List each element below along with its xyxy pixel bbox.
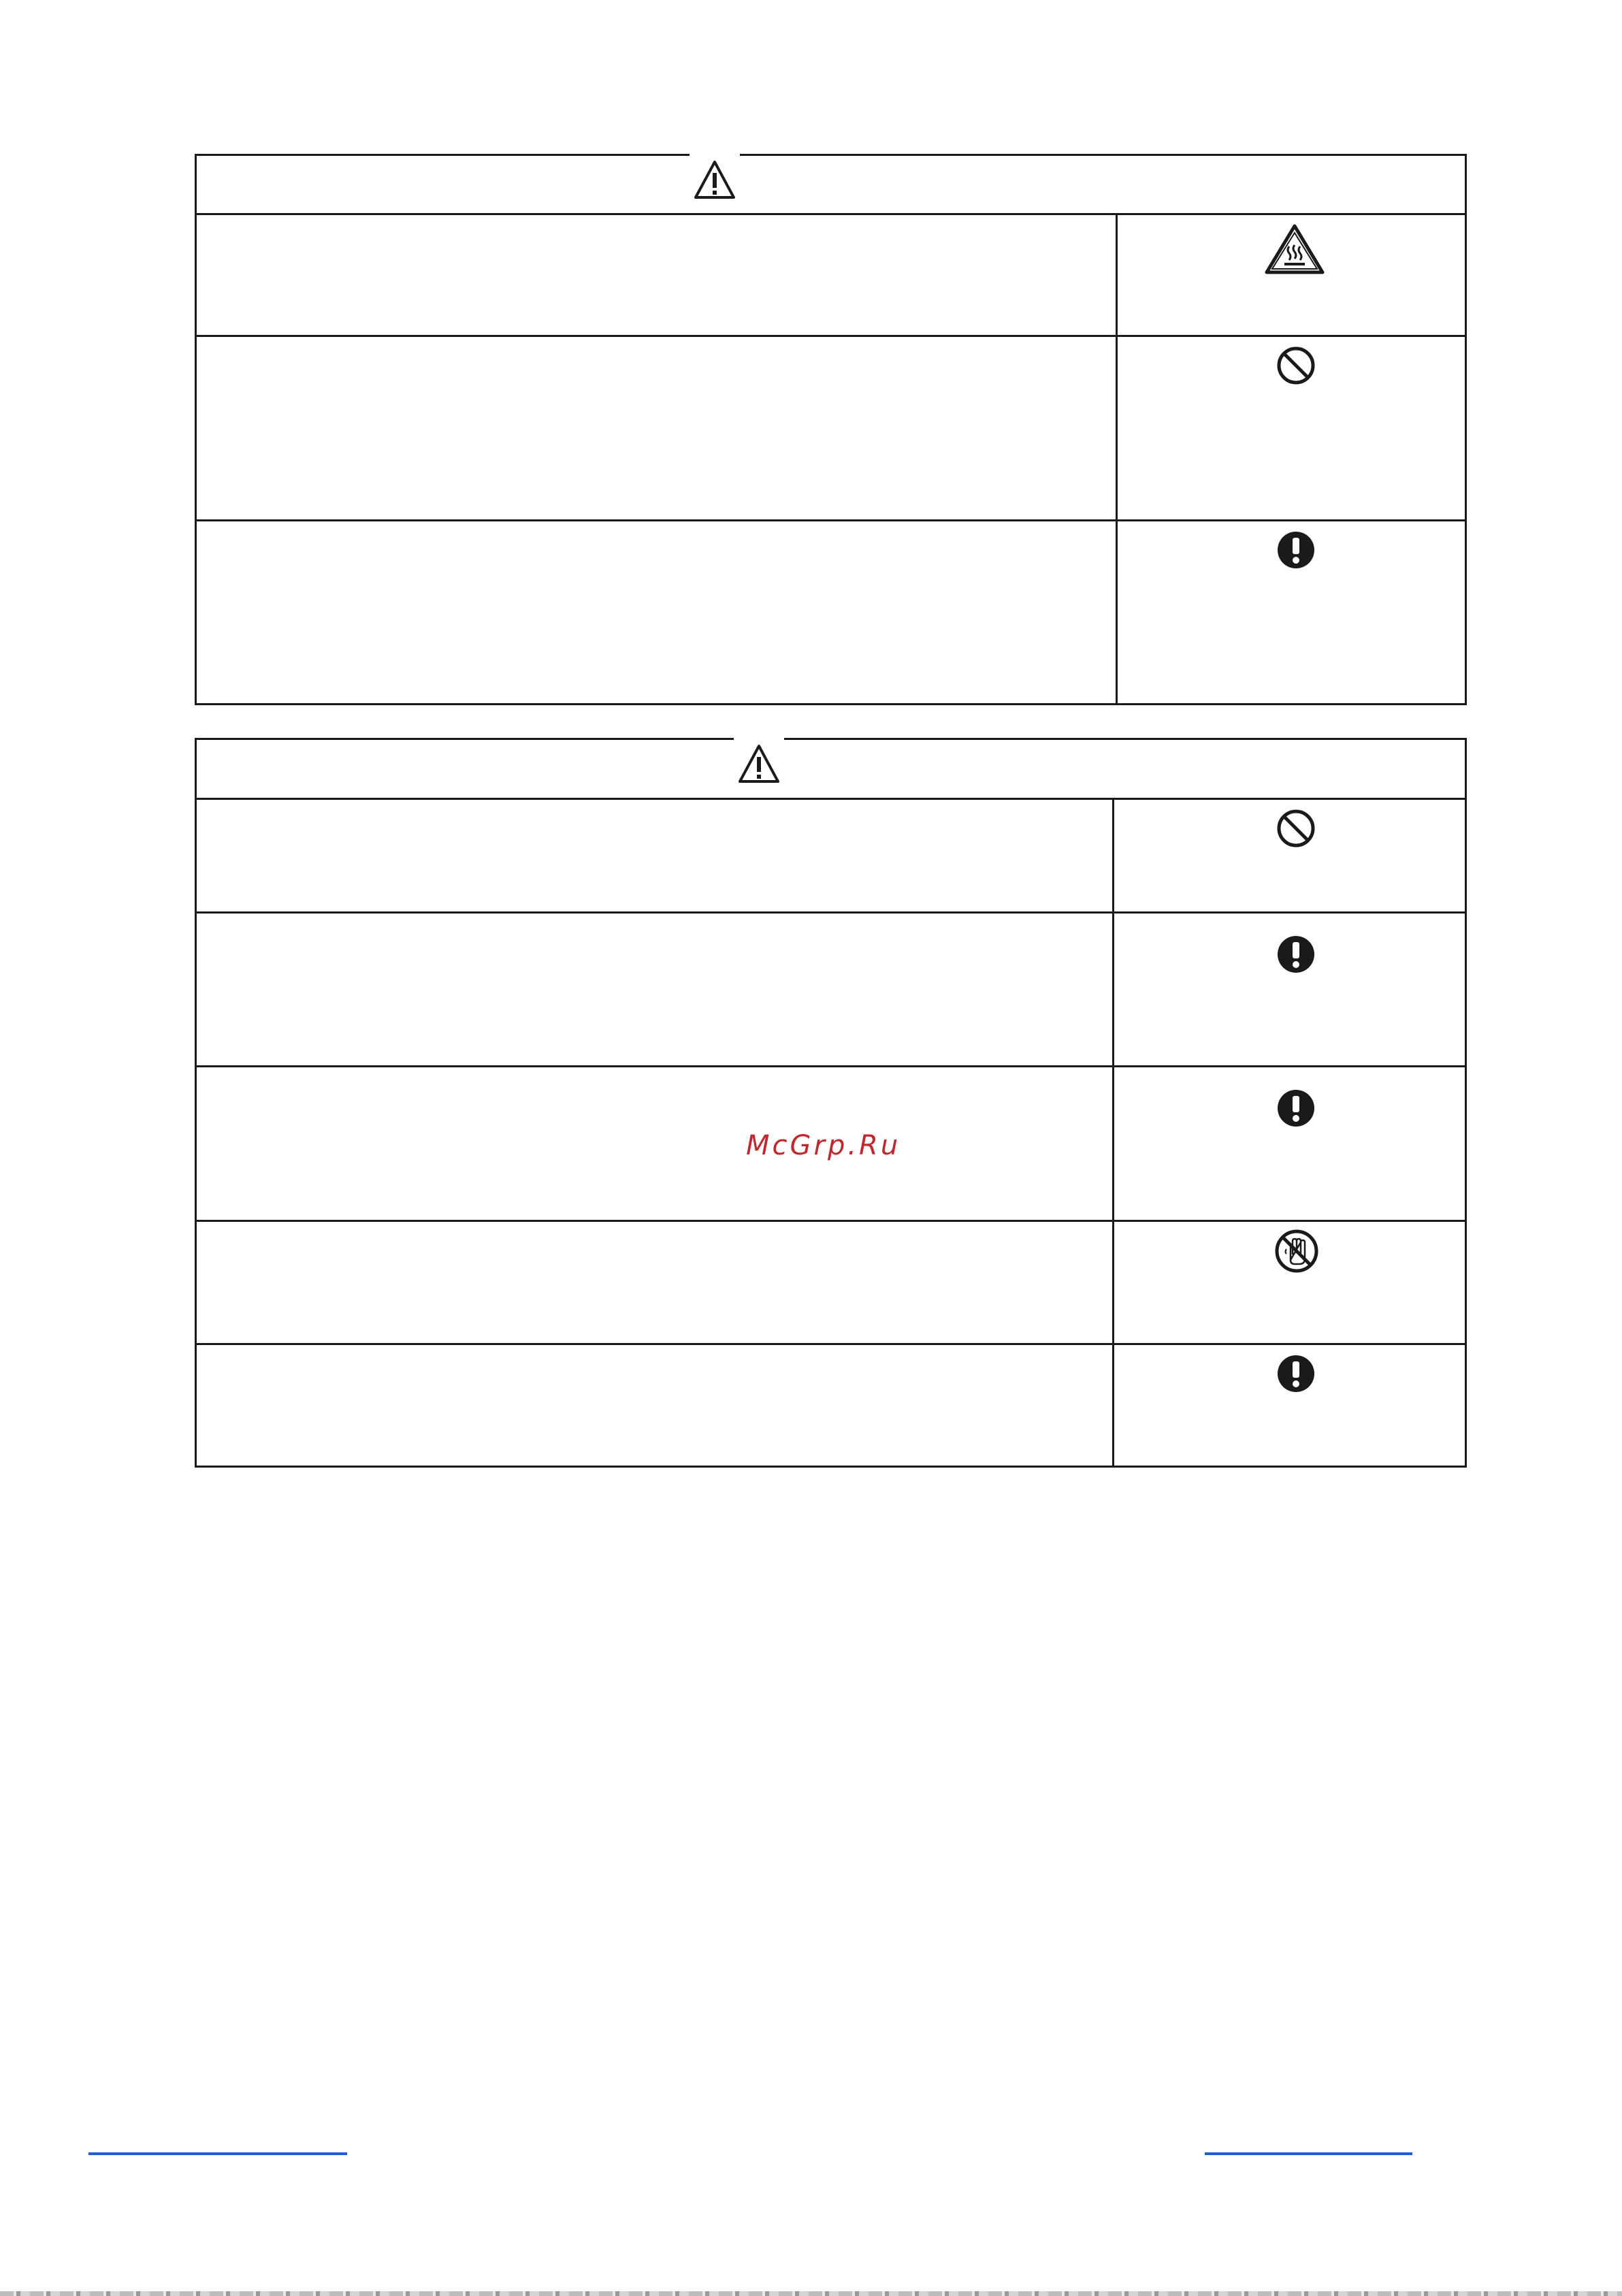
- row-text: [197, 337, 1116, 519]
- watermark-text: McGrp.Ru: [746, 1130, 901, 1161]
- row-text: [197, 1345, 1112, 1466]
- table-row: [197, 337, 1465, 521]
- table-row: [197, 1222, 1465, 1345]
- row-text: [197, 1067, 1112, 1220]
- footer-link-left[interactable]: [88, 2152, 347, 2155]
- table-row: [197, 215, 1465, 337]
- row-icon-cell: [1116, 215, 1465, 335]
- prohibition-icon: [1276, 808, 1316, 849]
- footer-link-right[interactable]: [1205, 2152, 1412, 2155]
- table-row: [197, 1345, 1465, 1466]
- row-icon-cell: [1112, 800, 1465, 911]
- table-row: [197, 800, 1465, 913]
- row-icon-cell: [1112, 1067, 1465, 1220]
- mandatory-action-icon: [1276, 1353, 1316, 1394]
- row-icon-cell: [1112, 913, 1465, 1065]
- row-icon-cell: [1116, 337, 1465, 519]
- row-icon-cell: [1116, 521, 1465, 703]
- row-text: [197, 913, 1112, 1065]
- warning-table-1: [195, 154, 1467, 705]
- warning-table-2: [195, 738, 1467, 1468]
- row-icon-cell: [1112, 1222, 1465, 1343]
- warning-table-header: [197, 156, 1465, 215]
- bottom-edge-strip: [0, 2291, 1622, 2296]
- warning-triangle-icon: [690, 148, 740, 199]
- no-wet-hands-icon: [1274, 1229, 1319, 1274]
- hot-surface-icon: [1264, 223, 1325, 275]
- table-row: [197, 521, 1465, 703]
- warning-triangle-icon: [734, 732, 784, 783]
- mandatory-action-icon: [1276, 934, 1316, 975]
- mandatory-action-icon: [1276, 530, 1316, 570]
- table-row: [197, 913, 1465, 1067]
- mandatory-action-icon: [1276, 1088, 1316, 1129]
- row-text: [197, 215, 1116, 335]
- row-text: [197, 1222, 1112, 1343]
- row-text: [197, 521, 1116, 703]
- warning-table-header: [197, 740, 1465, 800]
- row-icon-cell: [1112, 1345, 1465, 1466]
- row-text: [197, 800, 1112, 911]
- prohibition-icon: [1276, 345, 1316, 386]
